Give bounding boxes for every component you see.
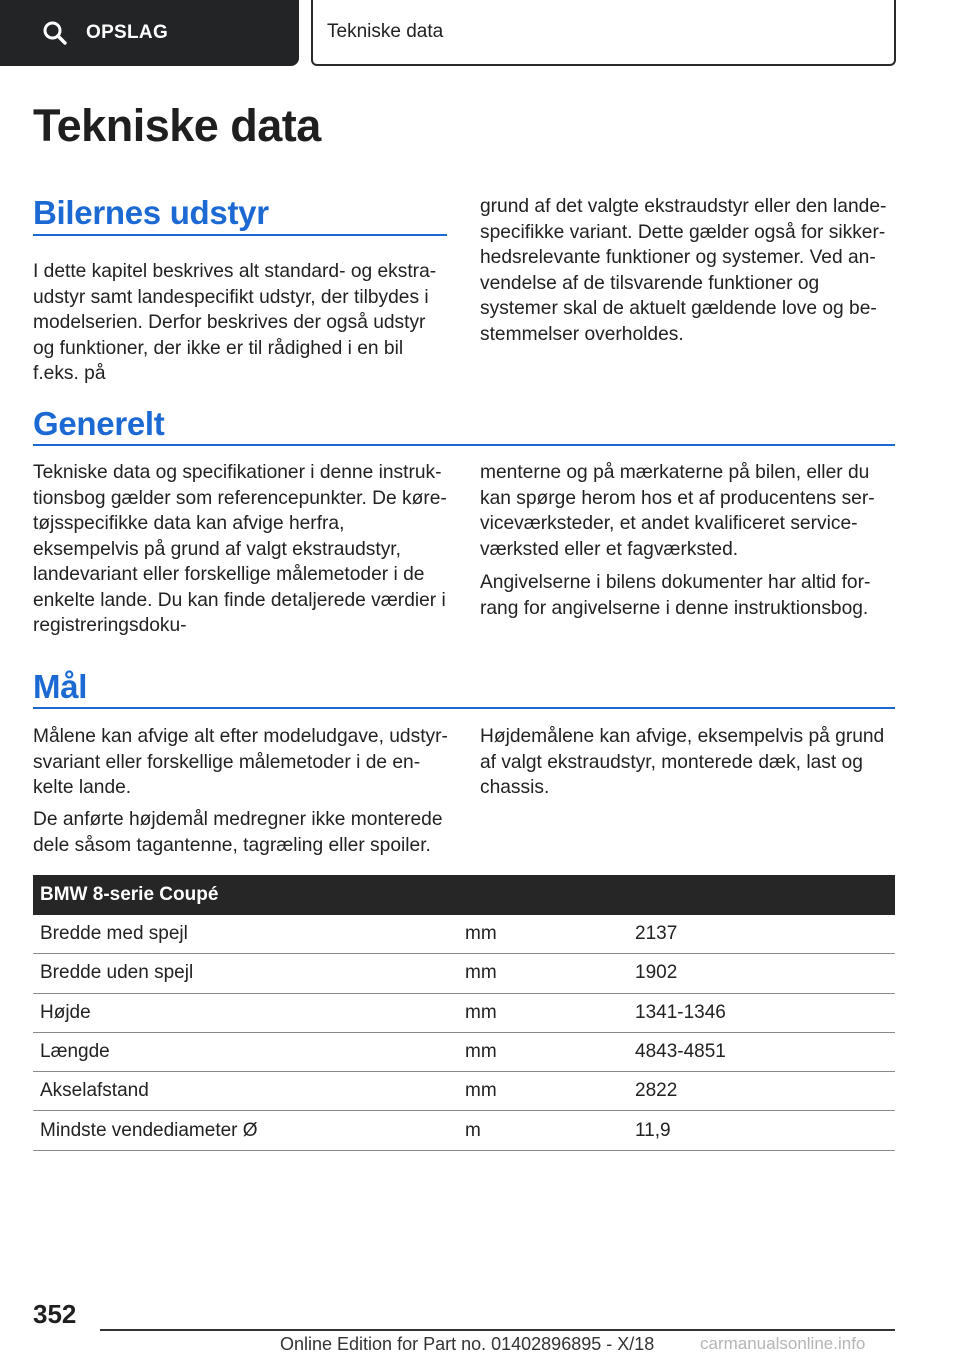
row-unit: mm	[465, 923, 497, 945]
search-icon	[42, 20, 68, 46]
row-name: Bredde uden spejl	[40, 962, 194, 984]
maal-left-text-2: De anførte højdemål medregner ikke monterede dele såsom tagantenne, tagræling eller spoiler.	[33, 809, 443, 856]
row-value: 2137	[635, 923, 678, 945]
top-bar	[0, 0, 960, 66]
table-header: BMW 8-serie Coupé	[33, 875, 895, 915]
dimensions-table	[33, 875, 895, 1151]
table-row	[33, 915, 895, 954]
section-rule-udstyr	[33, 234, 447, 236]
row-value: 2822	[635, 1080, 678, 1102]
generelt-right-text-2: Angivelserne i bilens dokumenter har altid forrang for angivelserne i denne instruktionsbog.	[480, 572, 871, 619]
row-name: Mindste vendediameter Ø	[40, 1119, 258, 1141]
table-row	[33, 994, 895, 1033]
udstyr-left-text: I dette kapitel beskrives alt standard- og ekstraudstyr samt landespecifikt udstyr, der tilbydes i modelserien. Derfor beskrives der også udstyr og funktioner, der ikke er til rådighed i en bil f.eks. på	[33, 261, 437, 384]
row-unit: mm	[465, 1041, 497, 1063]
maal-left-text-1: Målene kan afvige alt efter modeludgave, udstyrsvariant eller forskellige målemetoder i de enkelte lande.	[33, 726, 448, 798]
row-name: Bredde med spejl	[40, 923, 188, 945]
table-row	[33, 1033, 895, 1072]
page-number: 352	[33, 1299, 77, 1329]
footer-edition: Online Edition for Part no. 01402896895 - X/18	[280, 1334, 655, 1354]
row-unit: mm	[465, 962, 497, 984]
section-title-generelt: Generelt	[33, 405, 165, 442]
table-row	[33, 954, 895, 993]
row-unit: m	[465, 1119, 481, 1141]
udstyr-right-text: grund af det valgte ekstraudstyr eller den landespecifikke variant. Dette gælder også for sikkerhedsrelevante funktioner og systemer. Ved anvendelse af de tilsvarende funktioner og systemer skal de aktuelt gældende love og bestemmelser overholdes.	[480, 196, 887, 345]
row-name: Akselafstand	[40, 1080, 149, 1102]
row-unit: mm	[465, 1080, 497, 1102]
row-name: Højde	[40, 1001, 91, 1023]
row-value: 11,9	[635, 1119, 671, 1141]
page-title: Tekniske data	[33, 100, 321, 151]
table-row	[33, 1072, 895, 1111]
section-rule-maal	[33, 707, 895, 709]
generelt-left-text: Tekniske data og specifikationer i denne instruktionsbog gælder som referencepunkter. De køretøjsspecifikke data kan afvige herfra, eksempelvis på grund af valgt ekstraudstyr, landevariant eller forskellige målemetoder i de enkelte lande. Du kan finde detaljerede værdier i registreringsdoku-	[33, 462, 447, 636]
row-value: 1341-1346	[635, 1001, 726, 1023]
row-value: 1902	[635, 962, 678, 984]
row-unit: mm	[465, 1001, 497, 1023]
breadcrumb-label: Tekniske data	[327, 21, 444, 42]
maal-right-text: Højdemålene kan afvige, eksempelvis på grund af valgt ekstraudstyr, monterede dæk, last og chassis.	[480, 726, 885, 798]
footer-rule	[100, 1329, 895, 1331]
generelt-right-text-1: menterne og på mærkaterne på bilen, eller du kan spørge herom hos et af producentens serviceværksteder, et andet kvalificeret serviceværksted eller et fagværksted.	[480, 462, 875, 560]
row-value: 4843-4851	[635, 1041, 726, 1063]
row-name: Længde	[40, 1041, 110, 1063]
section-title-maal: Mål	[33, 668, 88, 705]
search-button[interactable]	[0, 0, 299, 66]
breadcrumb[interactable]	[311, 0, 896, 66]
search-label: OPSLAG	[86, 22, 169, 43]
watermark: carmanualsonline.info	[700, 1334, 866, 1353]
section-rule-generelt	[33, 444, 895, 446]
section-title-udstyr: Bilernes udstyr	[33, 194, 269, 231]
table-row	[33, 1111, 895, 1150]
